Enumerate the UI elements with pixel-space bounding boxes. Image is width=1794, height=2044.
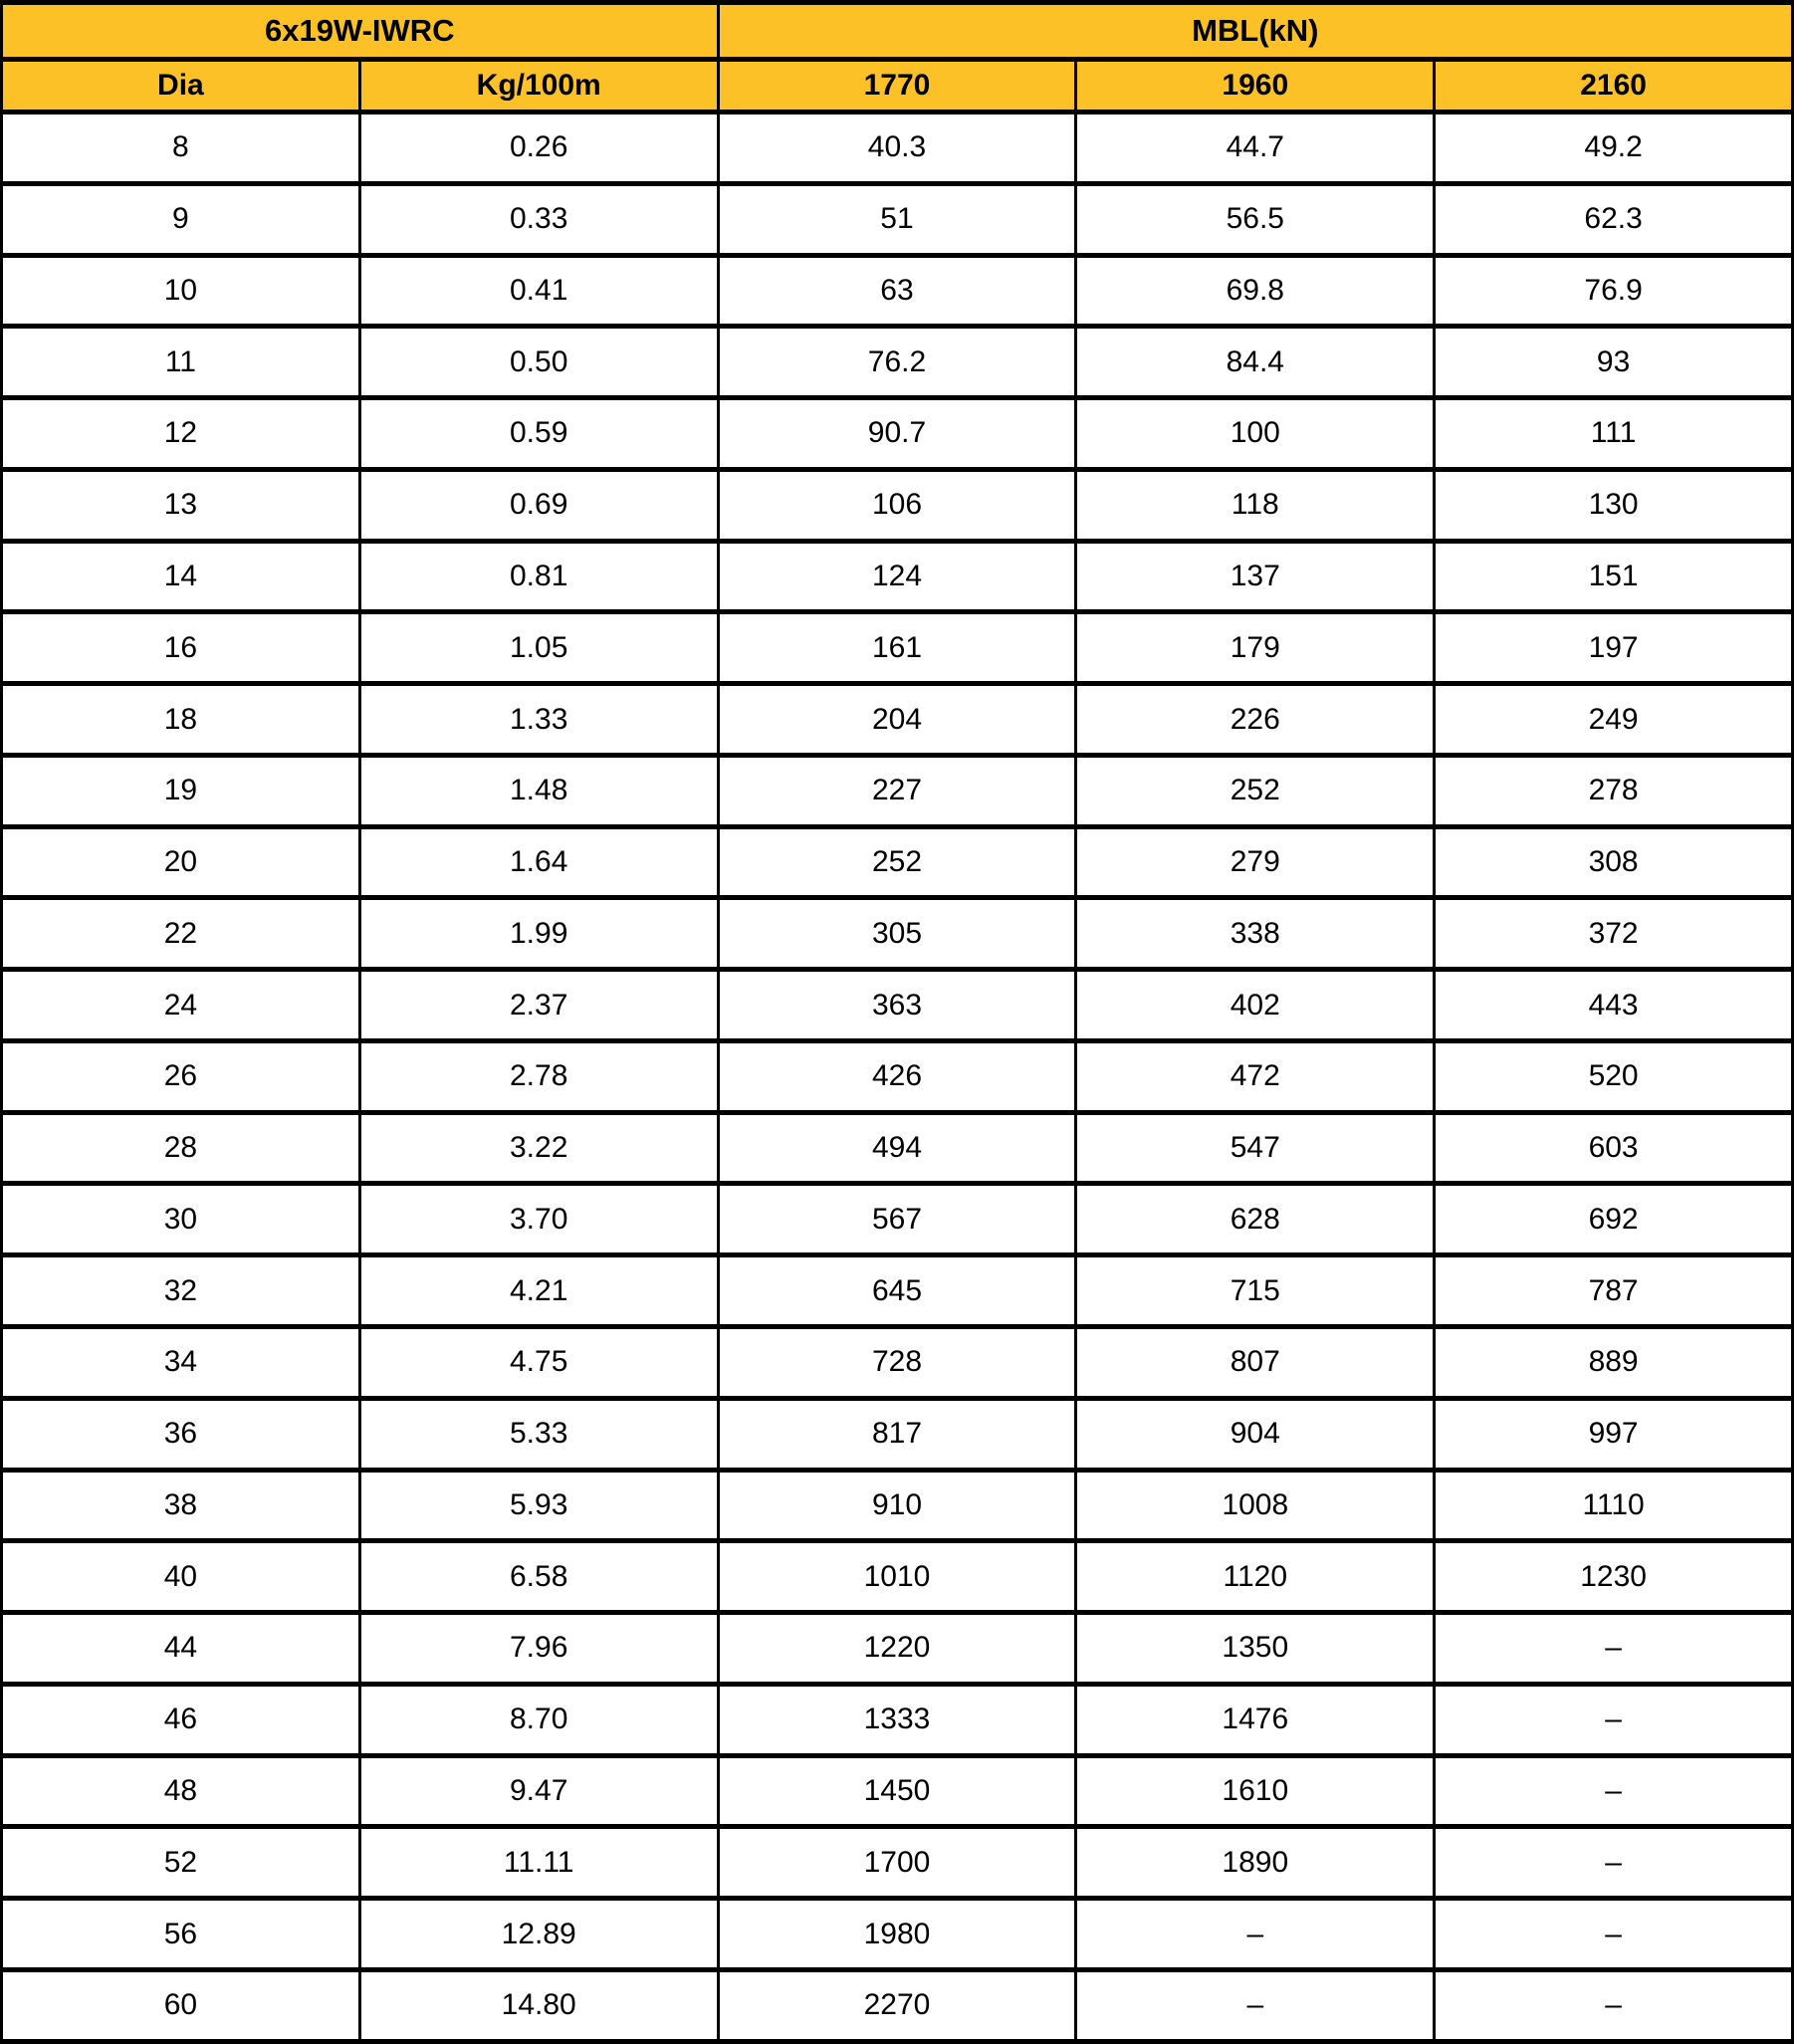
mbl-2160-cell: 62.3 bbox=[1435, 183, 1793, 255]
weight-cell: 11.11 bbox=[359, 1827, 718, 1899]
mbl-1960-cell: 137 bbox=[1076, 541, 1435, 612]
mbl-1960-cell: 69.8 bbox=[1076, 255, 1435, 327]
mbl-1770-cell: 76.2 bbox=[718, 327, 1076, 398]
dia-cell: 24 bbox=[2, 970, 360, 1041]
weight-cell: 0.41 bbox=[359, 255, 718, 327]
mbl-1770-cell: 40.3 bbox=[718, 113, 1076, 184]
table-row bbox=[2, 898, 1793, 970]
mbl-1960-cell: 84.4 bbox=[1076, 327, 1435, 398]
table-row bbox=[2, 1327, 1793, 1399]
mbl-1960-cell: 628 bbox=[1076, 1184, 1435, 1255]
mbl-1770-cell: 817 bbox=[718, 1398, 1076, 1470]
mbl-2160-cell: – bbox=[1435, 1755, 1793, 1827]
table-row bbox=[2, 1470, 1793, 1541]
weight-cell: 1.64 bbox=[359, 826, 718, 898]
mbl-1960-cell: 1120 bbox=[1076, 1541, 1435, 1613]
mbl-1770-cell: 1010 bbox=[718, 1541, 1076, 1613]
mbl-1770-cell: 910 bbox=[718, 1470, 1076, 1541]
weight-cell: 4.75 bbox=[359, 1327, 718, 1399]
mbl-1770-cell: 106 bbox=[718, 469, 1076, 541]
dia-cell: 10 bbox=[2, 255, 360, 327]
mbl-2160-cell: 1110 bbox=[1435, 1470, 1793, 1541]
dia-cell: 19 bbox=[2, 755, 360, 826]
mbl-2160-cell: 49.2 bbox=[1435, 113, 1793, 184]
mbl-2160-cell: 130 bbox=[1435, 469, 1793, 541]
weight-cell: 2.37 bbox=[359, 970, 718, 1041]
mbl-1960-cell: 1890 bbox=[1076, 1827, 1435, 1899]
mbl-2160-cell: 787 bbox=[1435, 1255, 1793, 1327]
mbl-1960-cell: 1610 bbox=[1076, 1755, 1435, 1827]
mbl-1770-cell: 90.7 bbox=[718, 398, 1076, 470]
mbl-2160-cell: 1230 bbox=[1435, 1541, 1793, 1613]
mbl-2160-cell: 997 bbox=[1435, 1398, 1793, 1470]
mbl-2160-cell: 692 bbox=[1435, 1184, 1793, 1255]
weight-cell: 0.81 bbox=[359, 541, 718, 612]
weight-cell: 0.50 bbox=[359, 327, 718, 398]
mbl-1770-cell: 1220 bbox=[718, 1613, 1076, 1685]
dia-cell: 40 bbox=[2, 1541, 360, 1613]
mbl-1770-cell: 1700 bbox=[718, 1827, 1076, 1899]
dia-column-header: Dia bbox=[2, 60, 360, 113]
mbl-1770-cell: 51 bbox=[718, 183, 1076, 255]
mbl-1770-cell: 161 bbox=[718, 612, 1076, 684]
dia-cell: 56 bbox=[2, 1899, 360, 1970]
mbl-2160-cell: 372 bbox=[1435, 898, 1793, 970]
mbl-1770-cell: 1450 bbox=[718, 1755, 1076, 1827]
mbl-1770-cell: 124 bbox=[718, 541, 1076, 612]
dia-cell: 8 bbox=[2, 113, 360, 184]
table-row bbox=[2, 1899, 1793, 1970]
table-row bbox=[2, 255, 1793, 327]
table-row bbox=[2, 1684, 1793, 1755]
mbl-1770-cell: 363 bbox=[718, 970, 1076, 1041]
mbl-1960-cell: 226 bbox=[1076, 684, 1435, 756]
mbl-1770-cell: 305 bbox=[718, 898, 1076, 970]
table-row bbox=[2, 970, 1793, 1041]
weight-cell: 0.69 bbox=[359, 469, 718, 541]
weight-cell: 5.33 bbox=[359, 1398, 718, 1470]
mbl-1770-cell: 252 bbox=[718, 826, 1076, 898]
weight-cell: 3.22 bbox=[359, 1112, 718, 1184]
mbl-2160-cell: 520 bbox=[1435, 1040, 1793, 1112]
table-row bbox=[2, 1398, 1793, 1470]
mbl-2160-cell: – bbox=[1435, 1613, 1793, 1685]
mbl-2160-cell: 278 bbox=[1435, 755, 1793, 826]
mbl-1960-cell: 904 bbox=[1076, 1398, 1435, 1470]
weight-cell: 12.89 bbox=[359, 1899, 718, 1970]
dia-cell: 32 bbox=[2, 1255, 360, 1327]
mbl-1770-cell: 645 bbox=[718, 1255, 1076, 1327]
dia-cell: 11 bbox=[2, 327, 360, 398]
mbl-1770-cell: 494 bbox=[718, 1112, 1076, 1184]
mbl-1770-cell: 426 bbox=[718, 1040, 1076, 1112]
dia-cell: 20 bbox=[2, 826, 360, 898]
mbl-1770-cell: 728 bbox=[718, 1327, 1076, 1399]
mbl-1960-cell: 118 bbox=[1076, 469, 1435, 541]
table-row bbox=[2, 684, 1793, 756]
weight-cell: 4.21 bbox=[359, 1255, 718, 1327]
weight-cell: 9.47 bbox=[359, 1755, 718, 1827]
mbl-1770-cell: 227 bbox=[718, 755, 1076, 826]
dia-cell: 28 bbox=[2, 1112, 360, 1184]
mbl-2160-cell: – bbox=[1435, 1827, 1793, 1899]
dia-cell: 34 bbox=[2, 1327, 360, 1399]
table-row bbox=[2, 183, 1793, 255]
weight-cell: 1.05 bbox=[359, 612, 718, 684]
table-row bbox=[2, 327, 1793, 398]
dia-cell: 9 bbox=[2, 183, 360, 255]
dia-cell: 22 bbox=[2, 898, 360, 970]
weight-cell: 3.70 bbox=[359, 1184, 718, 1255]
weight-cell: 0.33 bbox=[359, 183, 718, 255]
table-row bbox=[2, 1040, 1793, 1112]
mbl-2160-cell: – bbox=[1435, 1969, 1793, 2041]
mbl-1960-cell: 100 bbox=[1076, 398, 1435, 470]
weight-cell: 14.80 bbox=[359, 1969, 718, 2041]
mbl-1770-column-header: 1770 bbox=[718, 60, 1076, 113]
mbl-2160-cell: 76.9 bbox=[1435, 255, 1793, 327]
mbl-group-header: MBL(kN) bbox=[718, 3, 1792, 60]
product-name-header: 6x19W-IWRC bbox=[2, 3, 719, 60]
table-row bbox=[2, 113, 1793, 184]
weight-cell: 0.26 bbox=[359, 113, 718, 184]
mbl-1960-cell: 338 bbox=[1076, 898, 1435, 970]
table-row bbox=[2, 612, 1793, 684]
weight-cell: 7.96 bbox=[359, 1613, 718, 1685]
table-row bbox=[2, 1255, 1793, 1327]
dia-cell: 30 bbox=[2, 1184, 360, 1255]
mbl-1960-cell: 1350 bbox=[1076, 1613, 1435, 1685]
mbl-2160-cell: 93 bbox=[1435, 327, 1793, 398]
weight-column-header: Kg/100m bbox=[359, 60, 718, 113]
mbl-2160-cell: 889 bbox=[1435, 1327, 1793, 1399]
mbl-1770-cell: 1333 bbox=[718, 1684, 1076, 1755]
dia-cell: 36 bbox=[2, 1398, 360, 1470]
dia-cell: 18 bbox=[2, 684, 360, 756]
mbl-1960-cell: 1008 bbox=[1076, 1470, 1435, 1541]
mbl-1960-cell: 547 bbox=[1076, 1112, 1435, 1184]
mbl-2160-cell: – bbox=[1435, 1684, 1793, 1755]
weight-cell: 0.59 bbox=[359, 398, 718, 470]
mbl-1960-column-header: 1960 bbox=[1076, 60, 1435, 113]
mbl-1960-cell: 1476 bbox=[1076, 1684, 1435, 1755]
dia-cell: 12 bbox=[2, 398, 360, 470]
table-row bbox=[2, 398, 1793, 470]
dia-cell: 60 bbox=[2, 1969, 360, 2041]
weight-cell: 5.93 bbox=[359, 1470, 718, 1541]
mbl-1770-cell: 1980 bbox=[718, 1899, 1076, 1970]
mbl-2160-cell: – bbox=[1435, 1899, 1793, 1970]
mbl-1960-cell: 279 bbox=[1076, 826, 1435, 898]
mbl-1960-cell: 252 bbox=[1076, 755, 1435, 826]
dia-cell: 13 bbox=[2, 469, 360, 541]
weight-cell: 1.33 bbox=[359, 684, 718, 756]
mbl-2160-cell: 111 bbox=[1435, 398, 1793, 470]
table-row bbox=[2, 1184, 1793, 1255]
table-row bbox=[2, 1969, 1793, 2041]
mbl-2160-cell: 197 bbox=[1435, 612, 1793, 684]
weight-cell: 1.48 bbox=[359, 755, 718, 826]
dia-cell: 14 bbox=[2, 541, 360, 612]
table-row bbox=[2, 826, 1793, 898]
mbl-2160-column-header: 2160 bbox=[1435, 60, 1793, 113]
mbl-1960-cell: 472 bbox=[1076, 1040, 1435, 1112]
mbl-1960-cell: – bbox=[1076, 1969, 1435, 2041]
table-row bbox=[2, 1541, 1793, 1613]
dia-cell: 38 bbox=[2, 1470, 360, 1541]
mbl-1960-cell: – bbox=[1076, 1899, 1435, 1970]
table-row bbox=[2, 1827, 1793, 1899]
table-body bbox=[2, 113, 1793, 2042]
mbl-1770-cell: 567 bbox=[718, 1184, 1076, 1255]
dia-cell: 52 bbox=[2, 1827, 360, 1899]
dia-cell: 26 bbox=[2, 1040, 360, 1112]
table-row bbox=[2, 1755, 1793, 1827]
mbl-2160-cell: 249 bbox=[1435, 684, 1793, 756]
table-row bbox=[2, 1112, 1793, 1184]
dia-cell: 46 bbox=[2, 1684, 360, 1755]
mbl-1770-cell: 204 bbox=[718, 684, 1076, 756]
mbl-1770-cell: 2270 bbox=[718, 1969, 1076, 2041]
dia-cell: 44 bbox=[2, 1613, 360, 1685]
group-header-row bbox=[2, 3, 1793, 60]
mbl-1770-cell: 63 bbox=[718, 255, 1076, 327]
mbl-1960-cell: 715 bbox=[1076, 1255, 1435, 1327]
weight-cell: 1.99 bbox=[359, 898, 718, 970]
column-header-row bbox=[2, 60, 1793, 113]
table-row bbox=[2, 469, 1793, 541]
table-row bbox=[2, 1613, 1793, 1685]
mbl-1960-cell: 807 bbox=[1076, 1327, 1435, 1399]
table-row bbox=[2, 541, 1793, 612]
mbl-1960-cell: 44.7 bbox=[1076, 113, 1435, 184]
mbl-1960-cell: 56.5 bbox=[1076, 183, 1435, 255]
mbl-2160-cell: 151 bbox=[1435, 541, 1793, 612]
weight-cell: 2.78 bbox=[359, 1040, 718, 1112]
mbl-2160-cell: 443 bbox=[1435, 970, 1793, 1041]
weight-cell: 6.58 bbox=[359, 1541, 718, 1613]
mbl-1960-cell: 179 bbox=[1076, 612, 1435, 684]
mbl-1960-cell: 402 bbox=[1076, 970, 1435, 1041]
dia-cell: 48 bbox=[2, 1755, 360, 1827]
mbl-2160-cell: 603 bbox=[1435, 1112, 1793, 1184]
weight-cell: 8.70 bbox=[359, 1684, 718, 1755]
mbl-2160-cell: 308 bbox=[1435, 826, 1793, 898]
table-row bbox=[2, 755, 1793, 826]
dia-cell: 16 bbox=[2, 612, 360, 684]
